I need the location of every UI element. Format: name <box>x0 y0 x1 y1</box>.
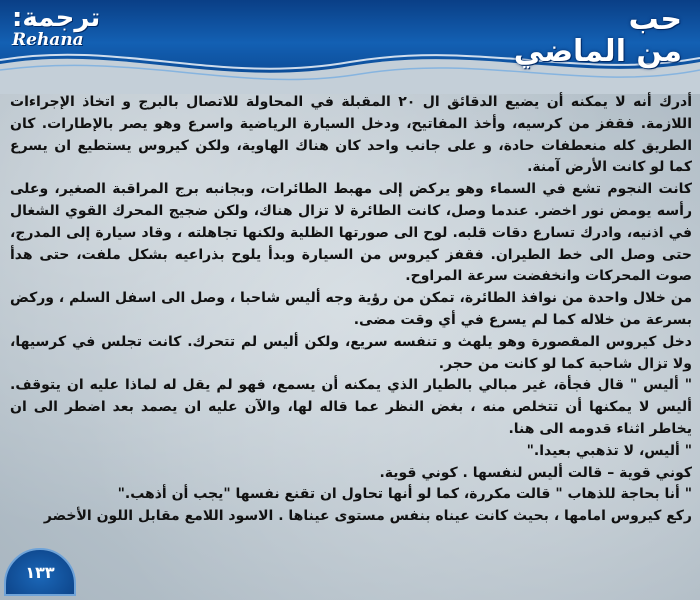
page-number: ١٣٣ <box>25 562 55 582</box>
header-banner <box>0 0 700 78</box>
paragraph: كوني قوية – قالت أليس لنفسها . كوني قوية. <box>379 464 692 481</box>
credit-name: Rehana <box>12 30 84 50</box>
credit-label: ترجمة: <box>12 3 101 33</box>
story-text <box>10 92 692 592</box>
paragraph: ركع كيروس امامها ، بحيث كانت عيناه بنفس مستوى عيناها . الاسود اللامع مقابل اللون الأخضر <box>43 508 692 525</box>
paragraph: " أليس، لا تذهبي بعيدا." <box>526 442 692 459</box>
book-title <box>514 4 682 68</box>
paragraph: " أليس " قال فجأة، غير مبالي بالطيار الذي يمكنه أن يسمع، فهو لم يقل له لماذا عليه ان يتوقف. أليس لا يمكنها أن تتخلص منه ، بغض النظر عما قاله لها، والآن عليه ان يصمد بعد اضطر الى ان يخاطر اثناء قدومه الى هنا. <box>10 377 692 437</box>
paragraph: كانت النجوم تشع في السماء وهو يركض إلى مهبط الطائرات، وبجانبه برج المراقبة الصغير، وعلى رأسه يومض نور اخضر. عندما وصل، كانت الطائرة لا تزال هناك، ولكن ضجيج المحرك القوي الشغال في اذنيه، وادرك تسارع دقات قلبه. لوح الى صورتها الظلية ولكنها تجاهلته ، وقاد سيارة إلى المدرج، حتى وصل الى خط الطيران. فقفز كيروس من السيارة وبدأ يلوح بذراعيه بشكل ملفت، حتى هدأ صوت المحركات وانخفضت سرعة المراوح. <box>10 181 692 285</box>
title-line-1: حب <box>628 2 682 37</box>
paragraph: دخل كيروس المقصورة وهو يلهث و تنفسه سريع، ولكن أليس لم تتحرك. كانت تجلس في كرسيها، ولا تزال شاحبة كما لو كانت من حجر. <box>10 333 692 372</box>
title-line-2: من الماضي <box>513 34 682 69</box>
paragraph: أدرك أنه لا يمكنه أن يضيع الدقائق ال ٢٠ المقبلة في المحاولة للاتصال بالبرج و اتخاذ الإجراءات اللازمة. فقفز من كرسيه، وأخذ المفاتيح، ودخل السيارة الرياضية واسرع وهو يصر بالإطارات. كان الطريق كله منعطفات حادة، و على جانب واحد كان هناك الهاوية، ولكن كيروس يستطيع ان يسرع كما لو كانت الأرض آمنة. <box>10 94 692 176</box>
paragraph: " أنا بحاجة للذهاب " قالت مكررة، كما لو أنها تحاول ان تقنع نفسها "يجب أن أذهب." <box>117 486 692 503</box>
translator-credit <box>12 4 100 50</box>
paragraph: من خلال واحدة من نوافذ الطائرة، تمكن من رؤية وجه أليس شاحبا ، وصل الى اسفل السلم ، وركض بسرعة من خلاله كما لم يسرع في أي وقت مضى. <box>10 290 692 328</box>
